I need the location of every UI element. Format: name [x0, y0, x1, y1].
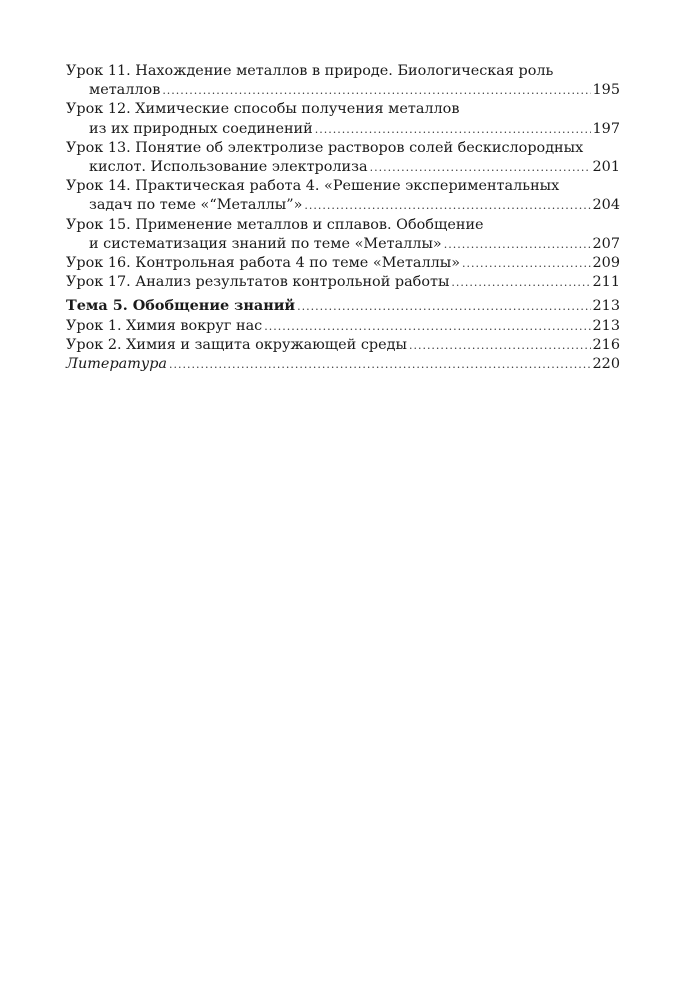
toc-entry-text: Урок 1. Химия вокруг нас	[66, 317, 263, 334]
toc-entry-text: Литература	[66, 356, 168, 373]
toc-entry-text: Урок 14. Практическая работа 4. «Решение экспериментальных	[66, 178, 560, 195]
toc-page-number: 213	[592, 298, 620, 315]
toc-entry-text: из их природных соединений	[89, 120, 313, 137]
toc-entry-topic-5	[66, 296, 620, 316]
dot-leader	[370, 158, 591, 177]
toc-page-number: 207	[592, 235, 620, 252]
toc-page-number: 209	[592, 255, 620, 272]
toc-entry-text: Урок 16. Контрольная работа 4 по теме «Металлы»	[66, 255, 461, 272]
toc-page-number: 197	[592, 120, 620, 137]
toc-entry-text: металлов	[89, 82, 161, 99]
toc-entry-literature	[66, 355, 620, 374]
toc-page-number: 204	[592, 197, 620, 214]
toc-entry-text: Урок 15. Применение металлов и сплавов. Обобщение	[66, 216, 484, 233]
toc-entry-text: Урок 13. Понятие об электролизе растворов солей бескислородных	[66, 139, 584, 156]
toc-page-number: 213	[592, 317, 620, 334]
toc-entry-text: Урок 11. Нахождение металлов в природе. Биологическая роль	[66, 63, 554, 79]
dot-leader	[304, 196, 590, 215]
toc-section-heading: Тема 5. Обобщение знаний	[66, 297, 296, 315]
toc-page-number: 195	[592, 82, 620, 99]
toc-entry-lesson-16	[66, 254, 620, 273]
dot-leader	[462, 254, 591, 273]
dot-leader	[451, 273, 590, 292]
table-of-contents	[66, 62, 620, 374]
toc-page-number: 220	[592, 356, 620, 373]
toc-entry-lesson-2	[66, 336, 620, 355]
toc-page-number: 201	[592, 159, 620, 176]
dot-leader	[162, 81, 590, 100]
toc-entry-lesson-17	[66, 273, 620, 292]
dot-leader	[315, 120, 591, 139]
toc-entry-text: Урок 12. Химические способы получения металлов	[66, 101, 460, 118]
dot-leader	[409, 336, 591, 355]
toc-entry-lesson-14	[66, 177, 620, 215]
toc-entry-text: задач по теме «“Металлы”»	[89, 197, 303, 214]
dot-leader	[169, 355, 591, 374]
toc-page-number: 216	[592, 336, 620, 353]
toc-entry-text: Урок 17. Анализ результатов контрольной работы	[66, 274, 450, 291]
toc-page-number: 211	[592, 274, 620, 291]
toc-entry-text: Урок 2. Химия и защита окружающей среды	[66, 336, 407, 353]
toc-entry-text: и систематизация знаний по теме «Металлы»	[89, 235, 442, 252]
toc-entry-text: кислот. Использование электролиза	[89, 159, 368, 176]
dot-leader	[297, 297, 590, 316]
dot-leader	[264, 317, 590, 336]
toc-entry-lesson-11	[66, 62, 620, 100]
toc-entry-lesson-13	[66, 139, 620, 177]
toc-entry-lesson-1	[66, 317, 620, 336]
dot-leader	[444, 235, 591, 254]
toc-entry-lesson-15	[66, 216, 620, 254]
toc-entry-lesson-12	[66, 100, 620, 138]
